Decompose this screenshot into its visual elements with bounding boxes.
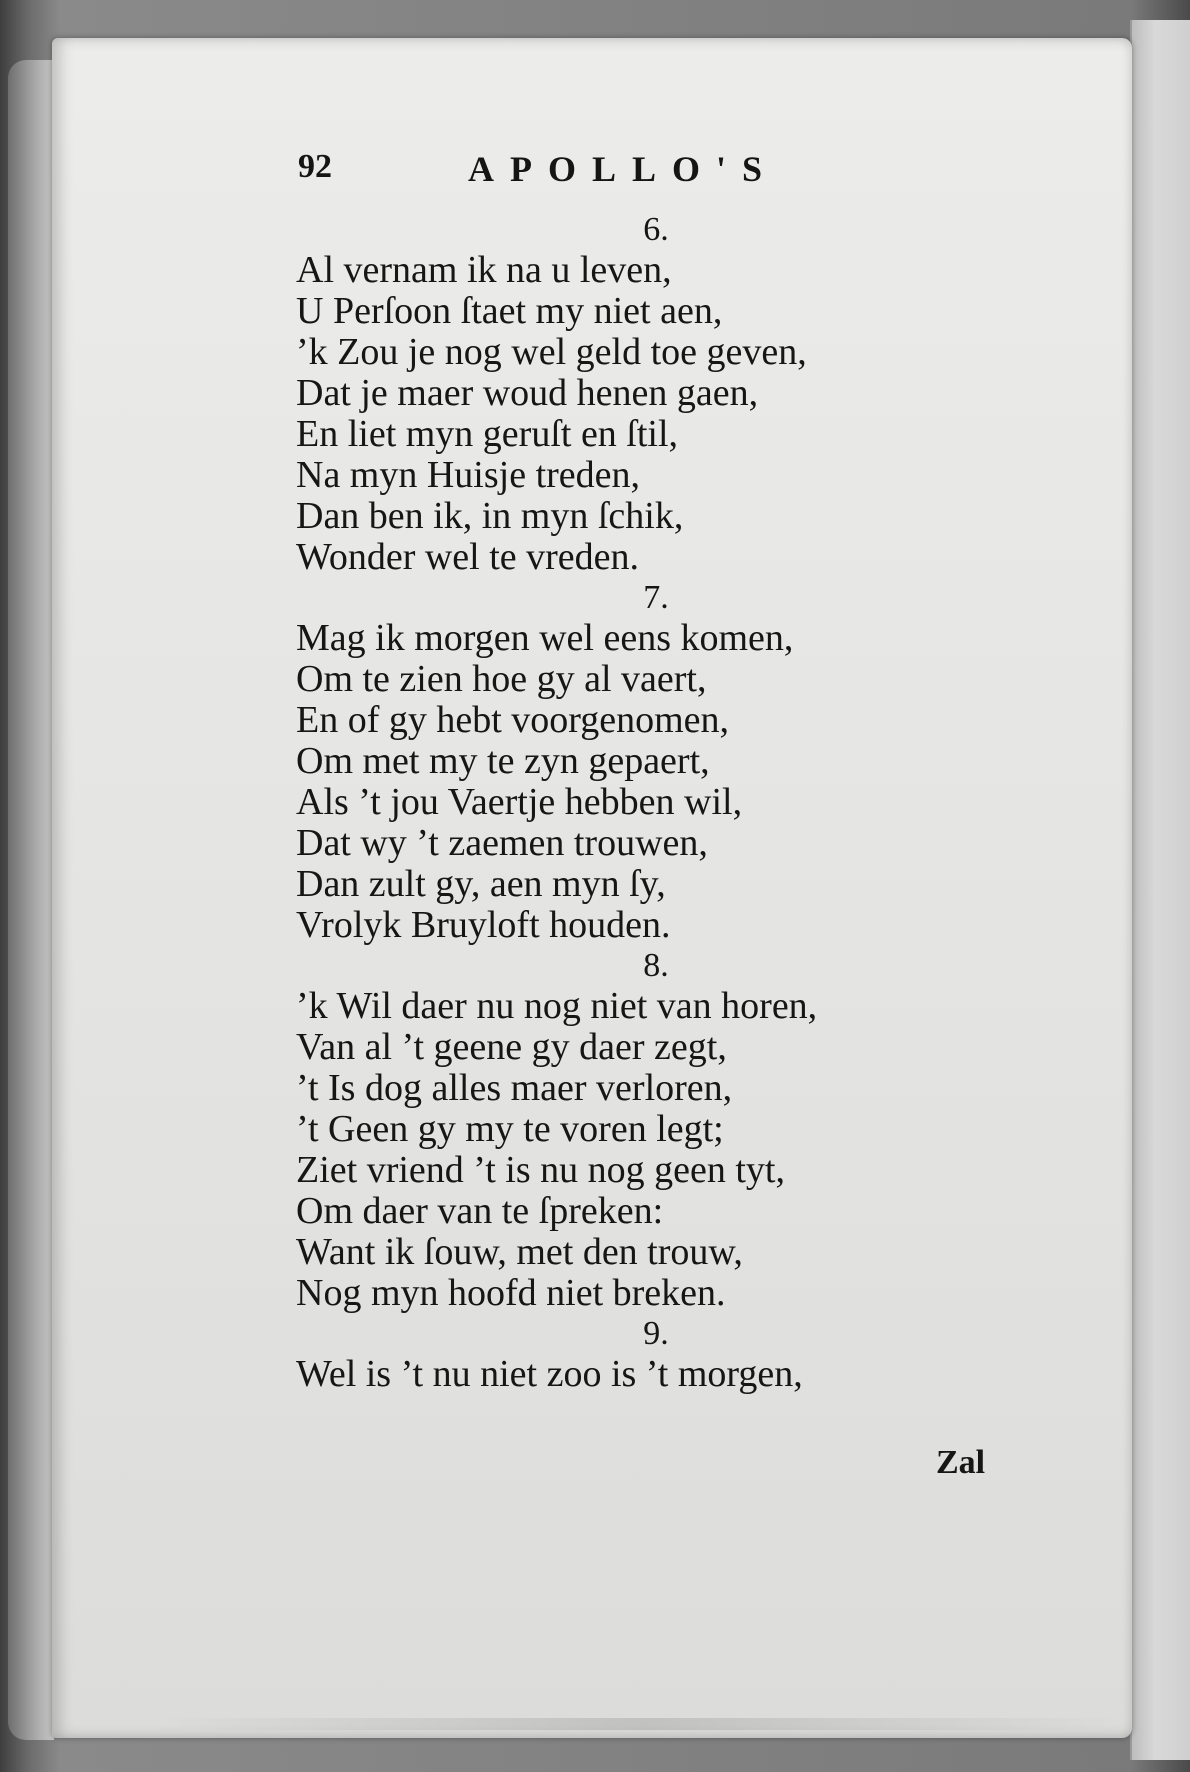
- verse-line: Om te zien hoe gy al vaert,: [296, 658, 707, 700]
- verse-line: En of gy hebt voorgenomen,: [296, 699, 730, 741]
- verse-line: Als ’t jou Vaertje hebben wil,: [296, 781, 743, 823]
- verse-line: Om daer van te ſpreken:: [296, 1190, 664, 1232]
- poem-text: [296, 210, 976, 1395]
- stanza-number: 6.: [643, 211, 669, 248]
- verse-line: Want ik ſouw, met den trouw,: [296, 1231, 743, 1273]
- catchword: Zal: [936, 1444, 986, 1481]
- verse-line: Wonder wel te vreden.: [296, 536, 640, 578]
- stanza-number: 8.: [643, 947, 669, 984]
- facing-page-edge: [1130, 20, 1190, 1760]
- verse-line: Nog myn hoofd niet breken.: [296, 1272, 726, 1314]
- verse-line: Na myn Huisje treden,: [296, 454, 641, 496]
- verse-line: Van al ’t geene gy daer zegt,: [296, 1026, 727, 1068]
- verse-line: Dat je maer woud henen gaen,: [296, 372, 759, 414]
- page-stack-edge: [8, 60, 54, 1740]
- verse-line: ’k Wil daer nu nog niet van horen,: [296, 985, 818, 1027]
- page-shadow: [152, 1718, 1132, 1730]
- verse-line: En liet myn geruſt en ſtil,: [296, 413, 679, 455]
- stanza-number: 7.: [643, 579, 669, 616]
- verse-line: Vrolyk Bruyloft houden.: [296, 904, 671, 946]
- verse-line: Mag ik morgen wel eens komen,: [296, 617, 794, 659]
- verse-line: Dan ben ik, in myn ſchik,: [296, 495, 684, 537]
- verse-line: ’k Zou je nog wel geld toe geven,: [296, 331, 807, 373]
- verse-line: Ziet vriend ’t is nu nog geen tyt,: [296, 1149, 785, 1191]
- verse-line: ’t Is dog alles maer verloren,: [296, 1067, 733, 1109]
- verse-line: Dat wy ’t zaemen trouwen,: [296, 822, 708, 864]
- stanza-number: 9.: [643, 1315, 669, 1352]
- verse-line: Dan zult gy, aen myn ſy,: [296, 863, 666, 905]
- page-number: 92: [298, 148, 332, 185]
- verse-line: ’t Geen gy my te voren legt;: [296, 1108, 724, 1150]
- verse-line: U Perſoon ſtaet my niet aen,: [296, 290, 723, 332]
- running-title: APOLLO'S: [468, 149, 779, 189]
- verse-line: Al vernam ik na u leven,: [296, 249, 672, 291]
- verse-line: Wel is ’t nu niet zoo is ’t morgen,: [296, 1353, 803, 1395]
- verse-line: Om met my te zyn gepaert,: [296, 740, 710, 782]
- page-header: [298, 148, 918, 198]
